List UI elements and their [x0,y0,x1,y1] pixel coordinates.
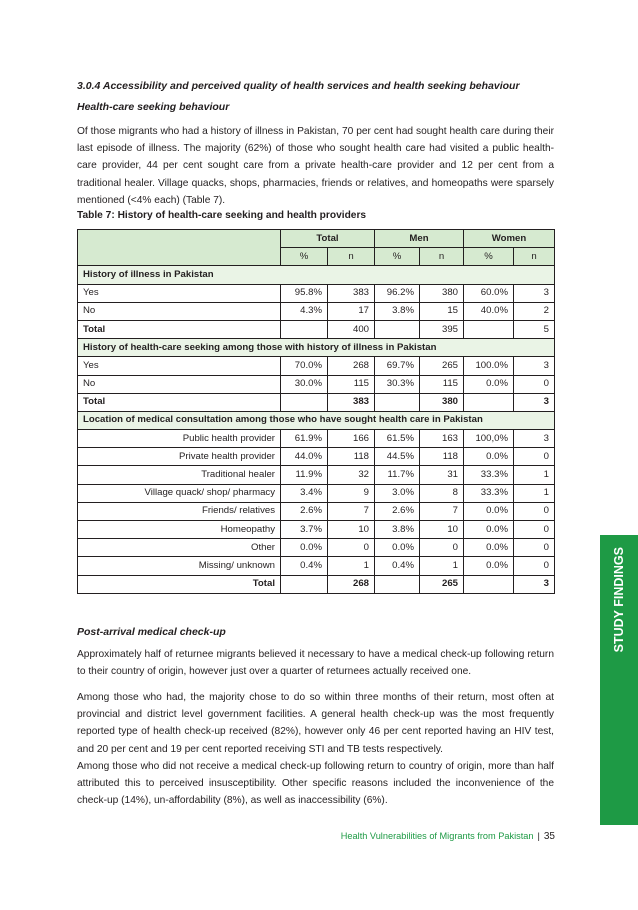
table-cell: 115 [420,375,464,393]
table-cell: 60.0% [464,284,514,302]
table-cell: 44.0% [281,448,328,466]
table-cell: 0 [514,557,555,575]
table-cell: 0.4% [281,557,328,575]
row-label: Missing/ unknown [78,557,281,575]
table-cell: 2.6% [375,502,420,520]
header-total: Total [281,230,375,248]
table-cell: 118 [328,448,375,466]
table-cell: 380 [420,284,464,302]
table-cell: 3 [514,393,555,411]
paragraph-post-arrival-2: Among those who had, the majority chose to do so within three months of their return, most often at provincial and district level government facilities. A general health check-up was the most frequently reported type of health check-up received (82%), however only 46 per cent reported having an HIV test, and 20 per cent and 19 per cent reported receiving STI and TB tests respectively. [77,692,554,755]
table-body [78,230,555,594]
table-cell: 265 [420,357,464,375]
table-cell: 61.5% [375,430,420,448]
page-footer [341,831,555,842]
table-cell: 3 [514,357,555,375]
table-cell [281,393,328,411]
table-cell: 44.5% [375,448,420,466]
table-7 [77,229,555,594]
row-label: Village quack/ shop/ pharmacy [78,484,281,502]
section-title-row [78,266,555,284]
table-row [78,448,555,466]
table-cell: 166 [328,430,375,448]
row-label: Yes [78,357,281,375]
row-label: No [78,375,281,393]
table-cell: 1 [514,466,555,484]
table-cell: 5 [514,320,555,338]
paragraph-post-arrival-1: Approximately half of returnee migrants believed it necessary to have a medical check-up following return to their country of origin, however just over a quarter of returnees actually received one. [77,649,554,678]
table-cell [281,575,328,593]
table-row [78,484,555,502]
subheader-cell: % [464,248,514,266]
table-cell [464,320,514,338]
table-cell: 0 [514,375,555,393]
table-cell: 265 [420,575,464,593]
table-cell: 395 [420,320,464,338]
table-cell: 0.0% [464,557,514,575]
table-cell: 33.3% [464,466,514,484]
table-cell: 0.0% [464,448,514,466]
section-title-row [78,411,555,429]
table-cell: 400 [328,320,375,338]
subheading-post-arrival: Post-arrival medical check-up [77,626,226,638]
table-cell: 15 [420,302,464,320]
row-label: Total [78,393,281,411]
row-label: Total [78,320,281,338]
row-label: Private health provider [78,448,281,466]
table-cell: 31 [420,466,464,484]
table-cell [464,393,514,411]
table-cell: 96.2% [375,284,420,302]
table-caption: Table 7: History of health-care seeking and health providers [77,210,367,221]
page-number: 35 [543,831,555,842]
table-cell: 3.4% [281,484,328,502]
row-label: Homeopathy [78,521,281,539]
footer-title: Health Vulnerabilities of Migrants from Pakistan [340,831,534,841]
table-total-row [78,320,555,338]
row-label: Traditional healer [78,466,281,484]
table-cell [464,575,514,593]
subheader-cell: n [514,248,555,266]
table-row [78,539,555,557]
table-cell: 0 [514,539,555,557]
row-label: No [78,302,281,320]
table-cell: 7 [328,502,375,520]
table-cell: 17 [328,302,375,320]
study-findings-label: STUDY FINDINGS [612,547,626,653]
header-women: Women [464,230,555,248]
section-title: History of illness in Pakistan [78,266,555,284]
table-cell [375,320,420,338]
table-cell: 61.9% [281,430,328,448]
table-row [78,430,555,448]
table-row [78,521,555,539]
table-cell: 115 [328,375,375,393]
table-row [78,375,555,393]
header-men: Men [375,230,464,248]
table-cell: 2 [514,302,555,320]
row-label: Friends/ relatives [78,502,281,520]
table-cell: 0.0% [281,539,328,557]
table-cell: 118 [420,448,464,466]
table-cell: 0.4% [375,557,420,575]
table-cell: 30.3% [375,375,420,393]
row-label: Total [78,575,281,593]
paragraph-post-arrival-3: Among those who did not receive a medical check-up following return to country of origin, more than half attributed this to perceived insusceptibility. Other specific reasons included the inconvenience of the check-up (14%), un-affordability (8%), as well as inaccessibility (6%). [77,761,554,807]
subheader-cell: % [281,248,328,266]
table-cell: 0.0% [464,502,514,520]
table-cell: 3.8% [375,521,420,539]
table-cell: 69.7% [375,357,420,375]
table-cell: 11.9% [281,466,328,484]
table-header-row [78,230,555,248]
table-cell: 0 [328,539,375,557]
table-cell: 95.8% [281,284,328,302]
table-cell [281,320,328,338]
table-cell: 268 [328,357,375,375]
table-cell: 10 [420,521,464,539]
table-cell: 70.0% [281,357,328,375]
table-cell: 1 [328,557,375,575]
table-cell: 33.3% [464,484,514,502]
table-cell: 380 [420,393,464,411]
table-cell: 4.3% [281,302,328,320]
table-cell [375,393,420,411]
table-cell [375,575,420,593]
table-cell: 0.0% [375,539,420,557]
table-cell: 3.8% [375,302,420,320]
table-cell: 0 [420,539,464,557]
section-title-row [78,339,555,357]
table-cell: 2.6% [281,502,328,520]
table-cell: 0.0% [464,539,514,557]
table-cell: 268 [328,575,375,593]
footer-separator: | [537,831,540,841]
row-label: Public health provider [78,430,281,448]
table-total-row [78,393,555,411]
table-row [78,284,555,302]
section-title: History of health-care seeking among those with history of illness in Pakistan [78,339,555,357]
table-cell: 163 [420,430,464,448]
header-blank-cell [78,230,281,266]
table-cell: 0.0% [464,375,514,393]
table-row [78,502,555,520]
table-cell: 3.0% [375,484,420,502]
table-cell: 0 [514,448,555,466]
paragraph-intro: Of those migrants who had a history of illness in Pakistan, 70 per cent had sought health care during their last episode of illness. The majority (62%) of those who sought health care had visited a public health-care provider, 44 per cent sought care from a private health-care provider and 12 per cent from a traditional healer. Village quacks, shops, pharmacies, friends or relatives, and homeopaths were sparsely mentioned (<4% each) (Table 7). [77,126,554,206]
table-cell: 7 [420,502,464,520]
subheader-cell: n [420,248,464,266]
table-row [78,557,555,575]
table-cell: 383 [328,284,375,302]
table-cell: 40.0% [464,302,514,320]
table-cell: 0 [514,502,555,520]
subheader-cell: n [328,248,375,266]
table-cell: 0.0% [464,521,514,539]
table-cell: 32 [328,466,375,484]
table-cell: 3.7% [281,521,328,539]
table-cell: 11.7% [375,466,420,484]
table-cell: 3 [514,430,555,448]
section-title: Location of medical consultation among those who have sought health care in Pakistan [78,411,555,429]
section-heading: 3.0.4 Accessibility and perceived quality of health services and health seeking behaviour [77,80,520,92]
table-cell: 383 [328,393,375,411]
table-cell: 100,0% [464,430,514,448]
subheading-health-care-seeking: Health-care seeking behaviour [77,101,230,113]
table-cell: 1 [420,557,464,575]
table-cell: 1 [514,484,555,502]
table-cell: 10 [328,521,375,539]
row-label: Yes [78,284,281,302]
table-cell: 3 [514,575,555,593]
table-cell: 3 [514,284,555,302]
table-cell: 100.0% [464,357,514,375]
subheader-cell: % [375,248,420,266]
table-total-row [78,575,555,593]
row-label: Other [78,539,281,557]
table-cell: 8 [420,484,464,502]
table-row [78,302,555,320]
table-row [78,357,555,375]
table-cell: 9 [328,484,375,502]
table-cell: 0 [514,521,555,539]
table-row [78,466,555,484]
study-findings-tab [600,535,638,825]
table-cell: 30.0% [281,375,328,393]
